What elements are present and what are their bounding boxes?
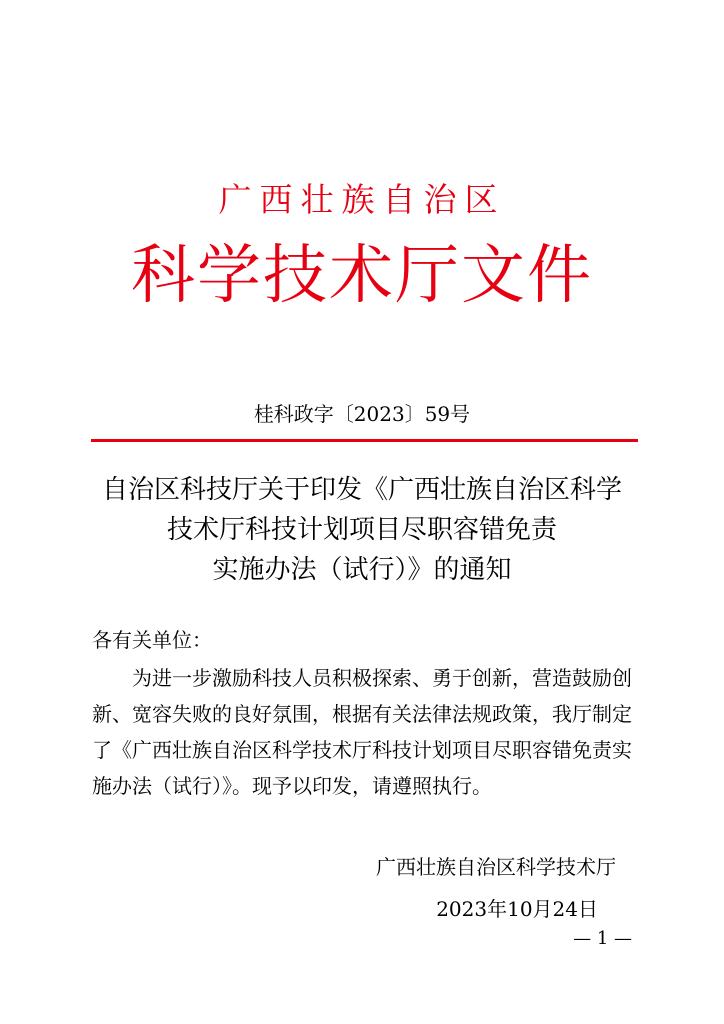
body-line: 施办法（试行）》。现予以印发，请遵照执行。 [92, 774, 492, 798]
page-number: — 1 — [573, 928, 632, 949]
title-line: 实施办法（试行）》的通知 [212, 555, 512, 585]
body-line: 为进一步激励科技人员积极探索、勇于创新，营造鼓励创 [132, 666, 632, 690]
document-title [60, 470, 664, 590]
title-line: 自治区科技厅关于印发《广西壮族自治区科学 [101, 475, 622, 505]
body-paragraph [92, 660, 638, 804]
title-line: 技术厅科技计划项目尽职容错免责 [166, 515, 557, 545]
salutation: 各有关单位： [92, 628, 212, 652]
issuing-organization: 广西壮族自治区 [218, 180, 506, 219]
body-line: 新、宽容失败的良好氛围，根据有关法律法规政策，我厅制定 [92, 702, 632, 726]
department-file-heading: 科学技术厅文件 [131, 239, 593, 313]
red-separator-line [91, 439, 638, 442]
issue-date: 2023年10月24日 [436, 897, 598, 921]
signer: 广西壮族自治区科学技术厅 [376, 855, 616, 879]
document-number: 桂科政字〔2023〕59号 [253, 402, 471, 426]
body-line: 了《广西壮族自治区科学技术厅科技计划项目尽职容错免责实 [92, 738, 632, 762]
